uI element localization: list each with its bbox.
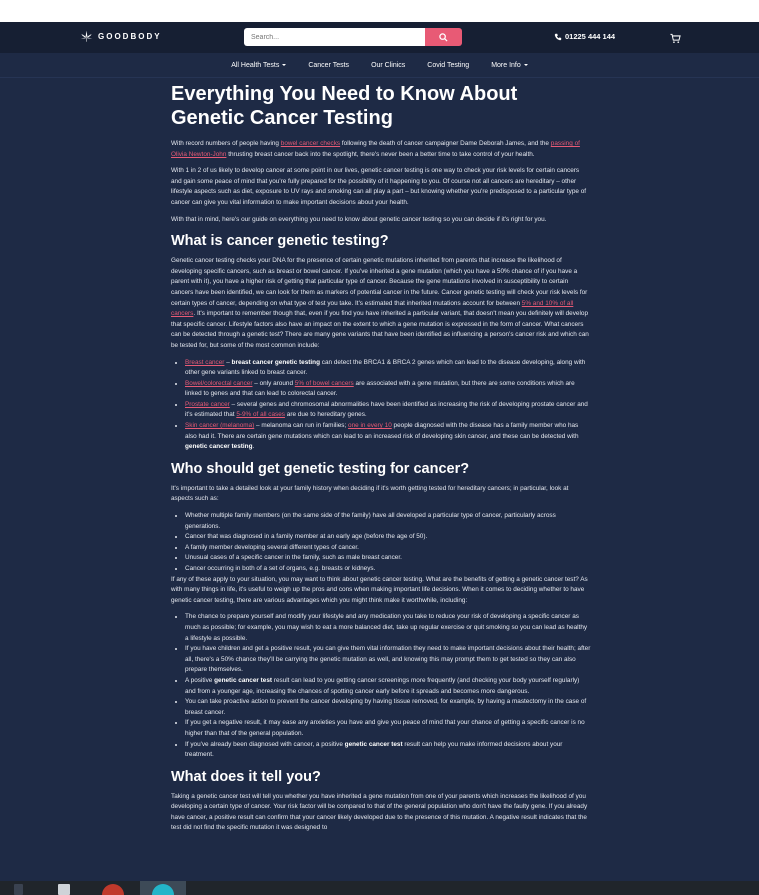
nav-cancer-tests[interactable]	[297, 62, 360, 69]
text: – several genes and chromosomal abnormalities have been identified as increasing the risk of developing prostate cancer and it's estimated that	[185, 400, 588, 419]
text: –	[224, 358, 232, 366]
search-button[interactable]	[425, 28, 462, 46]
taskbar-app-icon[interactable]	[14, 884, 23, 895]
bowel-cancer-link[interactable]: Bowel/colorectal cancer	[185, 379, 253, 387]
search-bar	[244, 28, 462, 46]
search-input[interactable]	[244, 28, 425, 46]
nav-all-health-tests[interactable]	[220, 62, 297, 69]
nav-label: All Health Tests	[231, 61, 280, 69]
text: result can help you make informed decisions about your treatment.	[185, 740, 563, 759]
section-heading-who-should: Who should get genetic testing for cancer?	[171, 460, 470, 477]
nav-our-clinics[interactable]	[360, 62, 416, 69]
list-item: • A family member developing several different types of cancer.	[185, 543, 591, 554]
text: people diagnosed with the disease has a family member who has also had it. There are certain gene mutations which can lead to an increased risk of developing skin cancer, and these can be detected with	[185, 422, 579, 440]
main-nav	[0, 53, 759, 78]
prostate-cancer-link[interactable]: Prostate cancer	[185, 400, 230, 408]
caret-down-icon	[282, 64, 286, 66]
cart-button[interactable]	[670, 31, 681, 49]
text: are associated with a gene mutation, but there are some conditions which are linked to genes and that can lead to colorectal cancer.	[185, 379, 575, 398]
list-item: • If you get a negative result, it may ease any anxieties you have and give you peace of mind that your chance of getting a specific cancer is no higher than that of the general population.	[185, 718, 591, 739]
phone-link[interactable]	[554, 32, 615, 41]
intro-paragraph-2: With 1 in 2 of us likely to develop cancer at some point in our lives, genetic cancer testing is one way to check your risk levels for certain cancers and gain some peace of mind that you're fully prepared for the possibility of it happening to you. Of course not all cancers are hereditary – other lifestyle aspects such as diet, exposure to UV rays and smoking can all play a part – but knowing whether you're predisposed to a particular type of cancer can give you vital information to make important decisions about your health.	[171, 167, 587, 206]
cancer-types-list	[171, 358, 591, 453]
list-item	[185, 358, 591, 379]
text: following the death of cancer campaigner Dame Deborah James, and the	[340, 140, 551, 147]
text: result can lead to you getting cancer screenings more frequently (and checking your body yourself regularly) and from a younger age, increasing the chances of spotting cancer early before it spreads and becomes more dangerous.	[185, 676, 580, 695]
list-item: • Unusual cases of a specific cancer in the family, such as male breast cancer.	[185, 553, 591, 564]
section2-paragraph-1: It's important to take a detailed look at your family history when deciding if it's worth getting tested for hereditary cancers; in particular, look at aspects such as:	[171, 484, 569, 503]
prostate-stat-link[interactable]: 5-9% of all cases	[236, 411, 285, 419]
melanoma-stat-link[interactable]: one in every 10	[348, 422, 392, 430]
family-history-list	[171, 511, 591, 575]
section-heading-what-is: What is cancer genetic testing?	[171, 233, 389, 250]
leaf-logo-icon	[80, 30, 93, 43]
section-heading-what-does: What does it tell you?	[171, 768, 321, 785]
phone-number: 01225 444 144	[565, 32, 616, 41]
list-item	[185, 400, 591, 421]
breast-cancer-link[interactable]: Breast cancer	[185, 358, 225, 366]
list-item: • Cancer occurring in both of a set of organs, e.g. breasts or kidneys.	[185, 564, 591, 575]
section1-paragraph	[171, 256, 591, 351]
list-item: • Cancer that was diagnosed in a family member at an early age (before the age of 50).	[185, 532, 591, 543]
text: .	[252, 443, 255, 451]
list-item: • Whether multiple family members (on the same side of the family) have all developed a particular type of cancer, particularly across generations.	[185, 511, 591, 532]
text: Genetic cancer testing checks your DNA for the presence of certain genetic mutations inherited from parents that increase the likelihood of developing specific cancers, such as breast or bowel cancer. If you've inherited a gene mutation (which you have a 50% chance of if you have a parent with it), you have a higher risk of getting that particular type of cancer. Because the gene mutations involved in susceptibility to certain cancers have been identified, we can look for them as markers of potential cancer in the future. Cancer genetic testing will check your risk levels for certain types of cancer, depending on what type of test you take. It's estimated that inherited mutations account for between	[171, 257, 588, 307]
olivia-newton-john-link[interactable]: passing of Olivia Newton-John	[171, 140, 580, 158]
page-title: Everything You Need to Know About Genetic Cancer Testing	[171, 83, 518, 129]
list-item	[185, 676, 591, 697]
nav-label: Cancer Tests	[308, 61, 350, 69]
text: . It's important to remember though that, even if you find you have inherited a particular variant, that doesn't mean you definitely will develop that specific cancer. Lifestyle factors also have an impact on the extent to which a gene mutation is expressed in the form of cancer. What cancers can be detected through a genetic test? There are many gene variants that have been identified as influencing a person's cancer risk and which can be tested for, but some of the most common include:	[171, 310, 589, 349]
inherited-mutations-link[interactable]: 5% and 10% of all cancers	[171, 299, 574, 318]
text: can detect the BRCA1 & BRCA 2 genes which can lead to the disease developing, along with other gene variants linked to breast cancer.	[185, 358, 586, 377]
bowel-stat-link[interactable]: 5% of bowel cancers	[294, 379, 354, 387]
list-item: • The chance to prepare yourself and modify your lifestyle and any medication you take to reduce your risk of developing a specific cancer as much as possible; for example, you may wish to eat a more balanced diet, take up regular exercise or quit smoking so you can lead as healthy a lifestyle as possible.	[185, 612, 591, 644]
list-item	[185, 379, 591, 400]
list-item	[185, 740, 591, 761]
phone-icon	[554, 33, 562, 41]
nav-more-info[interactable]	[480, 62, 539, 69]
skin-cancer-link[interactable]: Skin cancer (melanoma)	[185, 422, 255, 430]
bold-text: genetic cancer test	[344, 740, 403, 748]
cart-icon	[670, 33, 681, 44]
os-taskbar	[0, 881, 759, 895]
brand-name: GOODBODY	[98, 32, 162, 41]
text: With record numbers of people having	[171, 140, 281, 147]
nav-label: More Info	[491, 61, 521, 69]
text: A positive	[185, 676, 215, 684]
intro-paragraph-3: With that in mind, here's our guide on everything you need to know about genetic cancer testing so you can decide if it's right for you.	[171, 215, 547, 223]
brand-logo[interactable]	[80, 30, 162, 43]
nav-label: Our Clinics	[371, 61, 406, 69]
nav-label: Covid Testing	[427, 61, 470, 69]
text: – only around	[252, 379, 295, 387]
taskbar-app-icon[interactable]	[58, 884, 70, 895]
search-icon	[439, 33, 448, 42]
text: thrusting breast cancer back into the spotlight, there's never been a better time to take control of your health.	[226, 150, 535, 158]
taskbar-app-icon[interactable]	[102, 884, 124, 895]
bowel-cancer-checks-link[interactable]: bowel cancer checks	[280, 140, 341, 147]
bold-text: breast cancer genetic testing	[231, 358, 320, 366]
intro-paragraph-1	[171, 139, 591, 160]
browser-top-strip	[0, 0, 759, 22]
caret-down-icon	[524, 64, 528, 66]
site-header	[0, 22, 759, 53]
bold-text: genetic cancer testing	[185, 443, 253, 451]
nav-covid-testing[interactable]	[416, 62, 480, 69]
text: are due to hereditary genes.	[284, 411, 367, 419]
bold-text: genetic cancer test	[214, 676, 273, 684]
section2-paragraph-2: If any of these apply to your situation, you may want to think about genetic cancer testing. What are the benefits of getting a genetic cancer test? As with many things in life, it's useful to weigh up the pros and cons when making important life decisions. When it comes to deciding whether to have genetic cancer testing, there are various advantages which you might think make it worthwhile, including:	[171, 575, 588, 604]
list-item: • If you have children and get a positive result, you can give them vital information they need to make important decisions about their health; after all, there's a 50% chance they'll be carrying the genetic mutation as well, and knowing this may prompt them to get tested so they can also prepare themselves.	[185, 644, 591, 676]
text: If you've already been diagnosed with cancer, a positive	[185, 740, 345, 748]
list-item	[185, 421, 591, 453]
article	[171, 80, 591, 840]
section3-paragraph: Taking a genetic cancer test will tell you whether you have inherited a gene mutation from one of your parents which increases the likelihood of you developing a certain type of cancer. Your risk factor will be compared to that of the general population who don't have the faulty gene. If you already have cancer, a positive result can confirm that your cancer likely developed due to the presence of this mutation. A negative result indicates that the test did not find the specific mutation it was designed to	[171, 792, 588, 832]
list-item: • You can take proactive action to prevent the cancer developing by having tissue removed, for example, by having a mastectomy in the case of breast cancer.	[185, 697, 591, 718]
text: – melanoma can run in families;	[254, 422, 349, 430]
benefits-list	[171, 612, 591, 760]
